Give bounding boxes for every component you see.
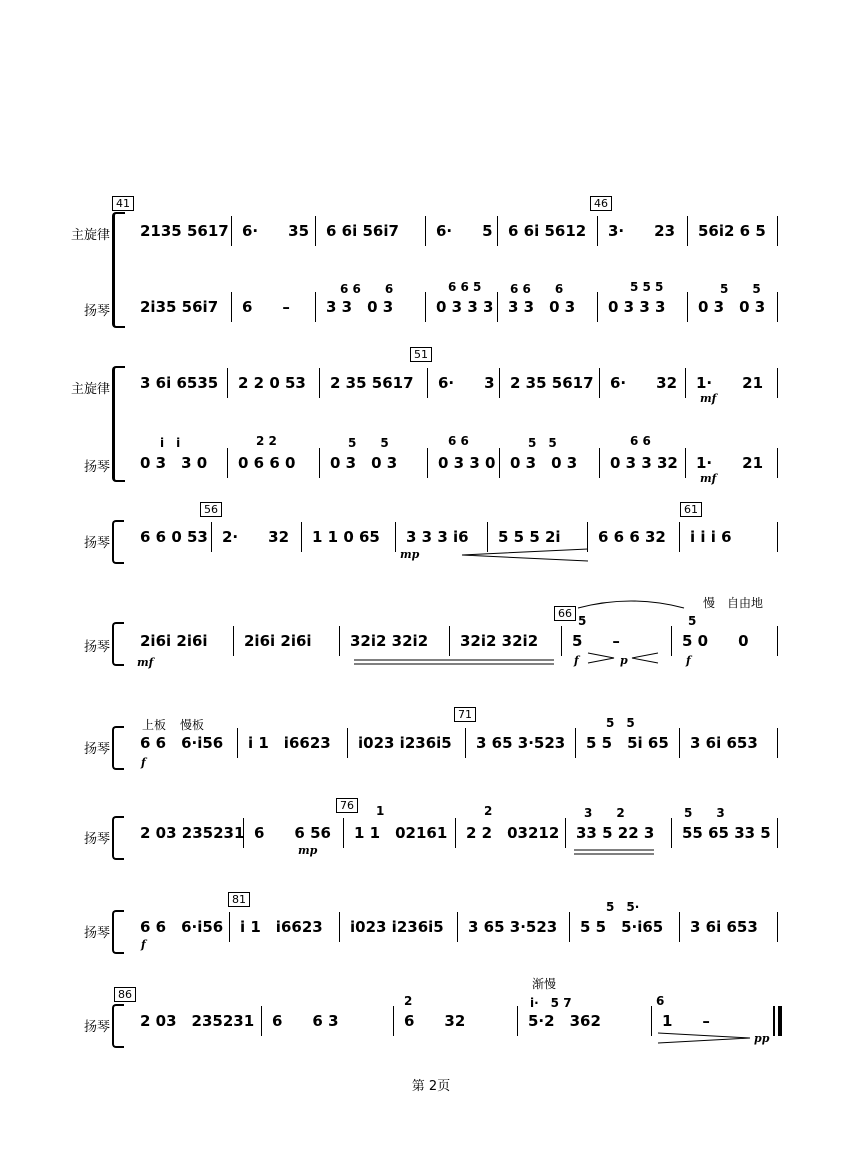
rehearsal-mark-86: 86 — [114, 987, 136, 1002]
dynamic-mark: pp — [754, 1032, 770, 1045]
measure: 6· 3 — [428, 368, 500, 398]
measure: 2 2 03212 — [456, 818, 566, 848]
measure: 56i2 6 5 — [688, 216, 778, 246]
measure: 3 6i 653 — [680, 728, 778, 758]
measure: 2135 5617 — [130, 216, 232, 246]
rehearsal-mark-76: 76 — [336, 798, 358, 813]
measure: 3· 23 — [598, 216, 688, 246]
measure: 2 35 5617 — [500, 368, 600, 398]
instrument-label-yangqin: 扬琴 — [83, 304, 110, 319]
system-brace — [112, 910, 124, 954]
instrument-label-melody: 主旋律 — [70, 382, 110, 397]
dynamic-mark: f — [141, 756, 146, 769]
upper-notes: 5 5 5 — [630, 280, 664, 294]
measure: 6 6 56 — [244, 818, 344, 848]
instrument-label-yangqin: 扬琴 — [83, 926, 110, 941]
measure: 0 3 3 3 — [598, 292, 688, 322]
measure: 3 3 0 3 — [316, 292, 426, 322]
system-brace — [112, 366, 125, 482]
upper-notes: 2 — [404, 994, 413, 1008]
measure: 3 3 0 3 — [498, 292, 598, 322]
upper-notes: 6 6 6 — [510, 282, 564, 296]
dynamic-mark: f — [574, 654, 579, 667]
upper-notes: 5 — [578, 614, 587, 628]
measure: i i i 6 — [680, 522, 778, 552]
upper-notes: 1 — [376, 804, 385, 818]
measure: 0 3 3 0 — [130, 448, 228, 478]
measure: 3 3 3 i6 — [396, 522, 488, 552]
measure: 2 03 235231 — [130, 818, 244, 848]
measure: 1 1 02161 — [344, 818, 456, 848]
measure: 5 5 5·i65 — [570, 912, 680, 942]
measure: 1· 21 — [686, 368, 778, 398]
upper-notes: 6 6 — [448, 434, 469, 448]
measure: 5 – — [562, 626, 672, 656]
upper-notes: i i — [160, 436, 181, 450]
measure: 6· 5 — [426, 216, 498, 246]
instrument-label-yangqin: 扬琴 — [83, 460, 110, 475]
measure: 3 65 3·523 — [458, 912, 570, 942]
tempo-text: 上板 — [142, 718, 167, 732]
measure: 2i35 56i7 — [130, 292, 232, 322]
dynamic-mark: mp — [298, 844, 318, 857]
dynamic-mark: mp — [400, 548, 420, 561]
crescendo-hairpin — [630, 652, 660, 664]
upper-notes: 5 — [688, 614, 697, 628]
upper-notes: 3 2 — [584, 806, 625, 820]
dynamic-mark: f — [686, 654, 691, 667]
tempo-text: 慢板 — [180, 718, 205, 732]
dynamic-mark: mf — [700, 392, 717, 405]
measure: 6 6 6 32 — [588, 522, 680, 552]
system-brace — [112, 520, 124, 564]
upper-notes: 5 5 — [348, 436, 389, 450]
upper-notes: 2 2 — [256, 434, 277, 448]
measure: 0 3 3 0 — [428, 448, 500, 478]
measure: 0 3 0 3 — [320, 448, 428, 478]
measure: 32i2 32i2 — [340, 626, 450, 656]
measure: 32i2 32i2 — [450, 626, 562, 656]
tremolo-line — [354, 658, 554, 668]
upper-notes: 6 6 5 — [448, 280, 482, 294]
measure: 2 2 0 53 — [228, 368, 320, 398]
measure: 5 5 5i 65 — [576, 728, 680, 758]
instrument-label-melody: 主旋律 — [70, 228, 110, 243]
measure: 6 – — [232, 292, 316, 322]
measure: 3 6i 6535 — [130, 368, 228, 398]
upper-notes: 6 6 6 — [340, 282, 394, 296]
instrument-label-yangqin: 扬琴 — [83, 640, 110, 655]
measure: 1 1 0 65 — [302, 522, 396, 552]
upper-notes: 5 5 — [720, 282, 761, 296]
slur — [576, 596, 686, 610]
rehearsal-mark-46: 46 — [590, 196, 612, 211]
measure: i023 i236i5 — [340, 912, 458, 942]
decrescendo-hairpin — [656, 1032, 752, 1044]
rehearsal-mark-61: 61 — [680, 502, 702, 517]
measure: 2 35 5617 — [320, 368, 428, 398]
measure: 2i6i 2i6i — [130, 626, 234, 656]
upper-notes: i· 5 7 — [530, 996, 572, 1010]
measure: 6 6 0 53 — [130, 522, 212, 552]
measure: 1· 21 — [686, 448, 778, 478]
measure: 2· 32 — [212, 522, 302, 552]
measure: 6 6i 56i7 — [316, 216, 426, 246]
dynamic-mark: mf — [137, 656, 154, 669]
decrescendo-hairpin — [586, 652, 616, 664]
rehearsal-mark-56: 56 — [200, 502, 222, 517]
crescendo-hairpin — [460, 548, 590, 562]
measure: 33 5 22 3 — [566, 818, 672, 848]
measure: 0 3 0 3 — [500, 448, 600, 478]
system-brace — [112, 212, 125, 328]
upper-notes: 5 5 — [528, 436, 557, 450]
rehearsal-mark-71: 71 — [454, 707, 476, 722]
instrument-label-yangqin: 扬琴 — [83, 536, 110, 551]
dynamic-mark: mf — [700, 472, 717, 485]
tremolo-line — [574, 848, 654, 858]
measure: 5 5 5 2i — [488, 522, 588, 552]
instrument-label-yangqin: 扬琴 — [83, 1020, 110, 1035]
rehearsal-mark-66: 66 — [554, 606, 576, 621]
system-brace — [112, 816, 124, 860]
measure: i023 i236i5 — [348, 728, 466, 758]
measure: 3 65 3·523 — [466, 728, 576, 758]
measure: 1 – — [662, 1012, 710, 1030]
measure: i 1 i6623 — [238, 728, 348, 758]
measure: 2i6i 2i6i — [234, 626, 340, 656]
rehearsal-mark-51: 51 — [410, 347, 432, 362]
measure: i 1 i6623 — [230, 912, 340, 942]
upper-notes: 5 5 — [606, 716, 635, 730]
system-brace — [112, 622, 124, 666]
measure: 55 65 33 5 — [672, 818, 778, 848]
system-brace — [112, 1004, 124, 1048]
measure: 2 03 235231 — [130, 1006, 262, 1036]
measure: 6· 32 — [600, 368, 686, 398]
dynamic-mark: p — [620, 654, 628, 667]
tempo-text: 渐慢 — [532, 977, 557, 991]
measure: 6 6 6·i56 — [130, 728, 238, 758]
upper-notes: 6 6 — [630, 434, 651, 448]
measure: 3 6i 653 — [680, 912, 778, 942]
measure: 6 6i 5612 — [498, 216, 598, 246]
rehearsal-mark-41: 41 — [112, 196, 134, 211]
measure: 6 6 6·i56 — [130, 912, 230, 942]
measure: 5·2 362 — [518, 1006, 652, 1036]
upper-notes: 6 — [656, 994, 665, 1008]
instrument-label-yangqin: 扬琴 — [83, 832, 110, 847]
system-brace — [112, 726, 124, 770]
final-barline-thin — [773, 1006, 775, 1036]
measure: 0 3 3 32 — [600, 448, 686, 478]
measure: 0 3 0 3 — [688, 292, 778, 322]
page-number: 第 2页 — [411, 1079, 451, 1094]
measure: 0 6 6 0 — [228, 448, 320, 478]
final-barline-thick — [778, 1006, 782, 1036]
measure: 6 6 3 — [262, 1006, 394, 1036]
measure: 6· 35 — [232, 216, 316, 246]
upper-notes: 2 — [484, 804, 493, 818]
dynamic-mark: f — [141, 938, 146, 951]
measure: 5 0 0 — [672, 626, 778, 656]
measure: 6 32 — [394, 1006, 518, 1036]
instrument-label-yangqin: 扬琴 — [83, 742, 110, 757]
measure: 0 3 3 3 — [426, 292, 498, 322]
upper-notes: 5 3 — [684, 806, 725, 820]
upper-notes: 5 5· — [606, 900, 640, 914]
tempo-text: 慢 自由地 — [703, 596, 764, 610]
rehearsal-mark-81: 81 — [228, 892, 250, 907]
